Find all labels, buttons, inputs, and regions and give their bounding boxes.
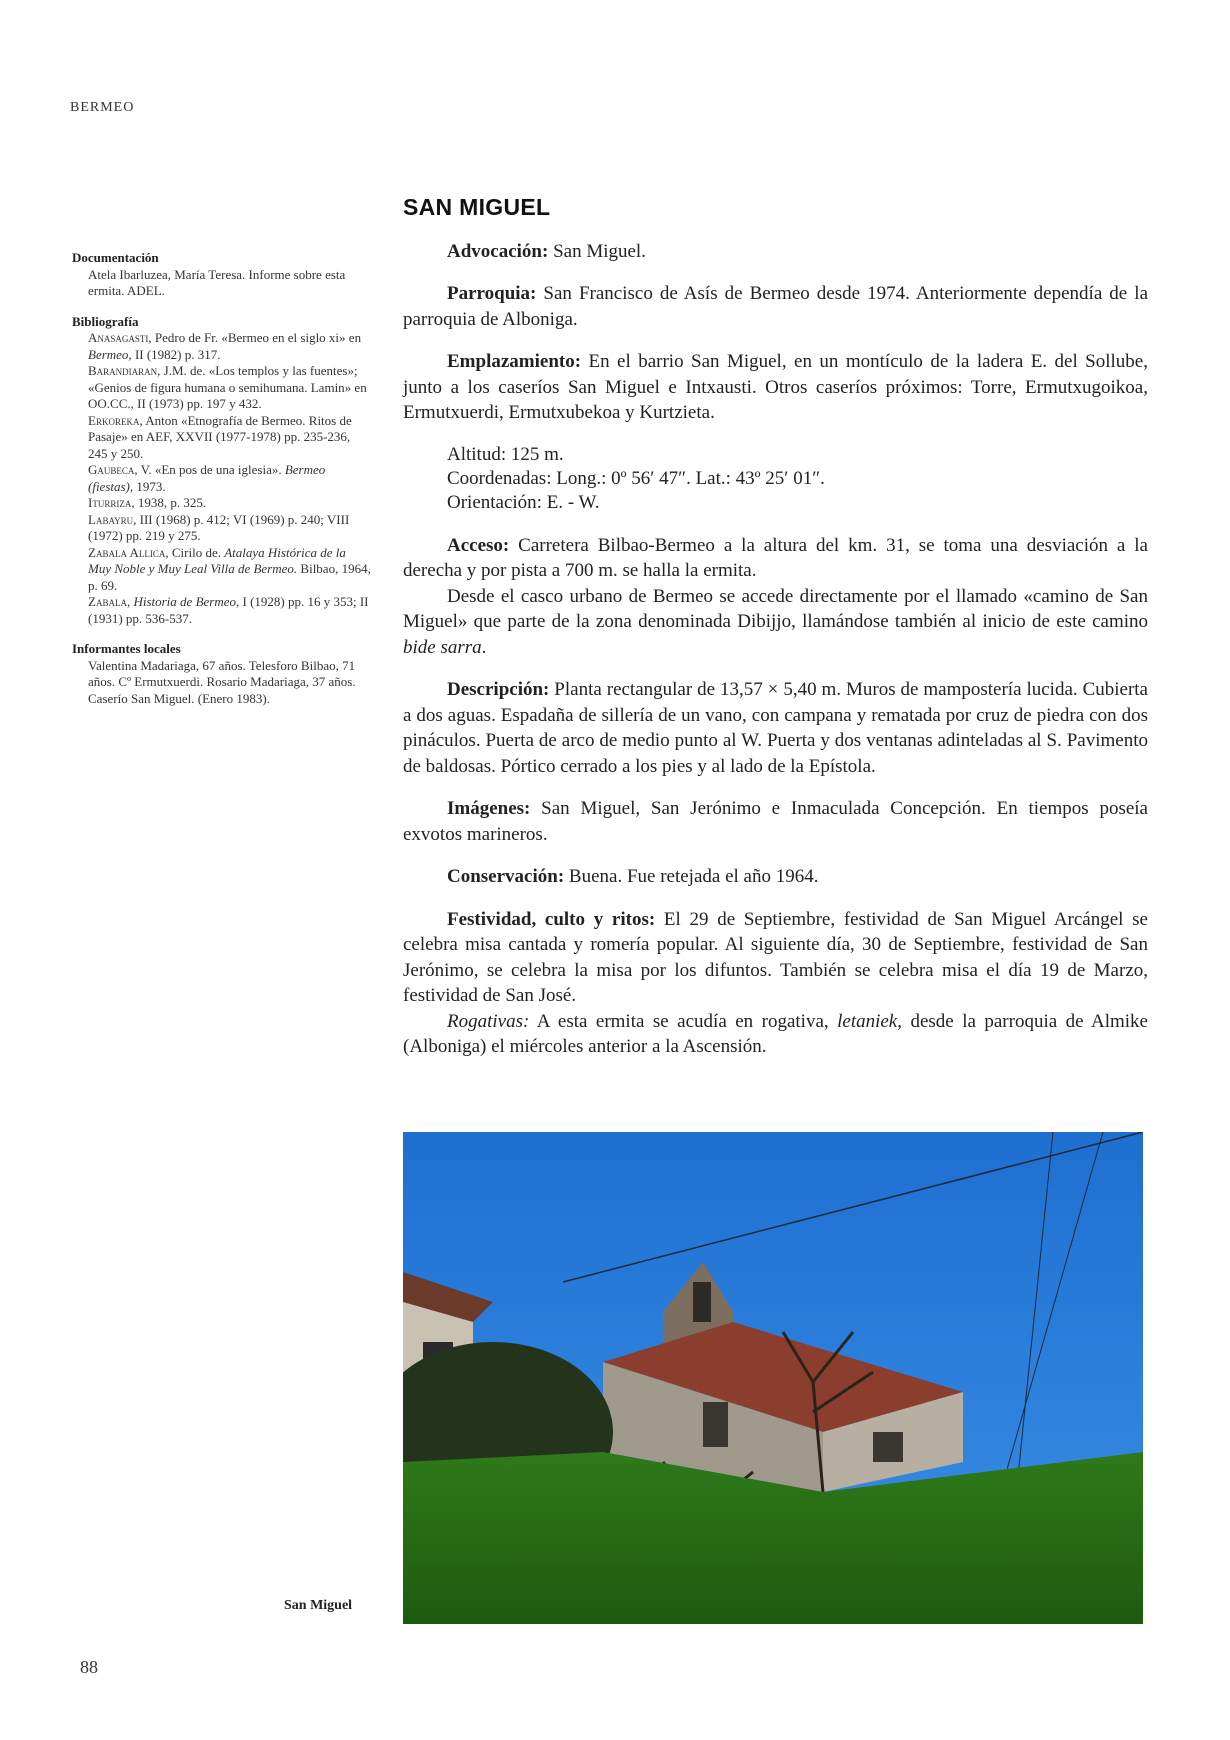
bibliografia-section [72, 314, 372, 628]
acceso-text: Carretera Bilbao-Bermeo a la altura del km. 31, se toma una desviación a la derecha y por pista a 700 m. se halla la ermita. [403, 534, 1148, 581]
rogativas-italic: letaniek [837, 1010, 898, 1032]
bibliografia-entry [88, 512, 372, 545]
rogativas-text-1: A esta ermita se acudía en rogativa, [529, 1010, 838, 1032]
acceso-paragraph-2 [403, 584, 1148, 661]
running-head: BERMEO [70, 100, 135, 115]
acceso2-italic: bide sarra [403, 636, 482, 658]
page-number: 88 [80, 1657, 98, 1677]
bibliografia-text: , 1938, p. 325. [131, 495, 207, 510]
descripcion-paragraph [403, 677, 1148, 779]
bibliografia-author: Iturriza [88, 495, 132, 510]
acceso2-text: Desde el casco urbano de Bermeo se accede directamente por el llamado «camino de San Miguel» que parte de la zona denominada Dibijjo, llamándose también al inicio de este camino [403, 585, 1148, 632]
documentacion-text: Atela Ibarluzea, María Teresa. Informe sobre esta ermita. ADEL. [88, 266, 346, 298]
bibliografia-entry [88, 545, 372, 595]
bibliografia-entry [88, 330, 372, 363]
emplazamiento-label: Emplazamiento: [447, 351, 582, 372]
bibliografia-title: Atalaya Histórica de la Muy Noble y Muy Leal Villa de Bermeo. [88, 544, 346, 576]
bibliografia-heading: Bibliografía [72, 313, 139, 329]
emplazamiento-text: En el barrio San Miguel, en un montículo de la ladera E. del Sollube, junto a los caseríos San Miguel e Intxausti. Otros caseríos próximos: Torre, Ermutxugoikoa, Ermutxuerdi, Ermutxubekoa y Kurtzieta. [403, 351, 1148, 423]
acceso-paragraph [403, 533, 1148, 584]
emplazamiento-paragraph [403, 349, 1148, 426]
imagenes-text: San Miguel, San Jerónimo e Inmaculada Concepción. En tiempos poseía exvotos marineros. [403, 798, 1148, 845]
bibliografia-text: , [126, 594, 134, 609]
rogativas-label: Rogativas: [447, 1010, 530, 1032]
bibliografia-entry [88, 594, 372, 627]
bibliografia-text: , III (1968) p. 412; VI (1969) p. 240; VIII (1972) pp. 219 y 275. [88, 511, 350, 543]
parroquia-text: San Francisco de Asís de Bermeo desde 1974. Anteriormente dependía de la parroquia de Alboniga. [403, 283, 1148, 330]
location-data [447, 443, 1148, 515]
advocacion-paragraph [403, 239, 1148, 265]
bibliografia-entry [88, 413, 372, 463]
altitud: Altitud: 125 m. [447, 443, 564, 465]
coordenadas: Coordenadas: Long.: 0º 56′ 47″. Lat.: 43º 25′ 01″. [447, 467, 825, 489]
bibliografia-tail: Bilbao, 1964, p. 69. [88, 561, 371, 593]
bibliografia-tail: II (1982) p. 317. [131, 346, 221, 362]
festividad-paragraph [403, 907, 1148, 1009]
rogativas-text-2: , desde la parroquia de Almike (Alboniga) el miércoles anterior a la Ascensión. [403, 1010, 1148, 1057]
parroquia-paragraph [403, 281, 1148, 332]
informantes-section [72, 641, 372, 707]
bibliografia-entry [88, 462, 372, 495]
conservacion-paragraph [403, 864, 1148, 890]
documentacion-heading: Documentación [72, 250, 159, 265]
bibliografia-text: , Cirilo de. [165, 544, 225, 560]
bibliografia-title: Bermeo (fiestas), [88, 462, 326, 494]
bibliografia-author: Zabala [88, 594, 127, 609]
festividad-label: Festividad, culto y ritos: [447, 908, 656, 930]
bibliografia-tail: 1973. [133, 478, 166, 494]
bibliografia-author: Erkoreka [88, 412, 140, 428]
bibliografia-title: Bermeo, [88, 346, 132, 362]
advocacion-label: Advocación: [447, 240, 549, 262]
bibliografia-entry [88, 495, 372, 512]
bibliografia-author: Gaubeca [88, 462, 135, 477]
imagenes-label: Imágenes: [447, 798, 531, 819]
sidebar [72, 250, 372, 721]
bibliografia-author: Labayru [88, 511, 134, 527]
rogativas-paragraph [403, 1009, 1148, 1060]
parroquia-label: Parroquia: [447, 283, 537, 304]
bibliografia-author: Zabala Allica [88, 544, 166, 560]
page-title: SAN MIGUEL [403, 194, 551, 220]
bibliografia-text: , V. «En pos de una iglesia». [134, 462, 285, 477]
bibliografia-tail: I (1928) pp. 16 y 353; II (1931) pp. 536-537. [88, 594, 369, 626]
conservacion-text: Buena. Fue retejada el año 1964. [564, 866, 819, 887]
festividad-text: El 29 de Septiembre, festividad de San Miguel Arcángel se celebra misa cantada y romería popular. Al siguiente día, 30 de Septiembre, festividad de San Jerónimo, se celebra la misa por los difuntos. También se celebra misa el día 19 de Marzo, festividad de San José. [403, 908, 1148, 1006]
bibliografia-text: , J.M. de. «Los templos y las fuentes»; «Genios de figura humana o semihumana. Lamin» en OO.CC., II (1973) pp. 197 y 432. [88, 363, 367, 411]
bibliografia-author: Anasagasti [88, 330, 149, 345]
main-column [403, 195, 1148, 1077]
descripcion-label: Descripción: [447, 679, 550, 700]
acceso-label: Acceso: [447, 534, 510, 556]
photo-caption: San Miguel [284, 1598, 353, 1613]
bibliografia-text: , Pedro de Fr. «Bermeo en el siglo xi» en [148, 330, 362, 345]
descripcion-text: Planta rectangular de 13,57 × 5,40 m. Muros de mampostería lucida. Cubierta a dos aguas. Espadaña de sillería de un vano, con campana y rematada por cruz de piedra con dos pináculos. Puerta de arco de medio punto al W. Puerta y dos ventanas adinteladas al S. Pavimento de baldosas. Pórtico cerrado a los pies y al lado de la Epístola. [403, 679, 1148, 777]
bibliografia-list [72, 330, 372, 627]
informantes-text: Valentina Madariaga, 67 años. Telesforo Bilbao, 71 años. Cº Ermutxuerdi. Rosario Madariaga, 37 años. Caserío San Miguel. (Enero 1983). [88, 657, 356, 706]
bibliografia-title: Historia de Bermeo, [133, 594, 240, 609]
bibliografia-entry [88, 363, 372, 413]
bibliografia-author: Barandiaran [88, 363, 158, 378]
advocacion-text: San Miguel. [548, 240, 646, 262]
bibliografia-text: , Anton «Etnografía de Bermeo. Ritos de Pasaje» en AEF, XXVII (1977-1978) pp. 235-236, 245 y 250. [88, 412, 352, 461]
orientacion: Orientación: E. - W. [447, 491, 600, 513]
informantes-heading: Informantes locales [72, 641, 181, 656]
conservacion-label: Conservación: [447, 866, 565, 887]
acceso2-tail: . [481, 636, 487, 658]
documentacion-section [72, 250, 372, 300]
imagenes-paragraph [403, 796, 1148, 847]
hermitage-photo [403, 1132, 1143, 1624]
